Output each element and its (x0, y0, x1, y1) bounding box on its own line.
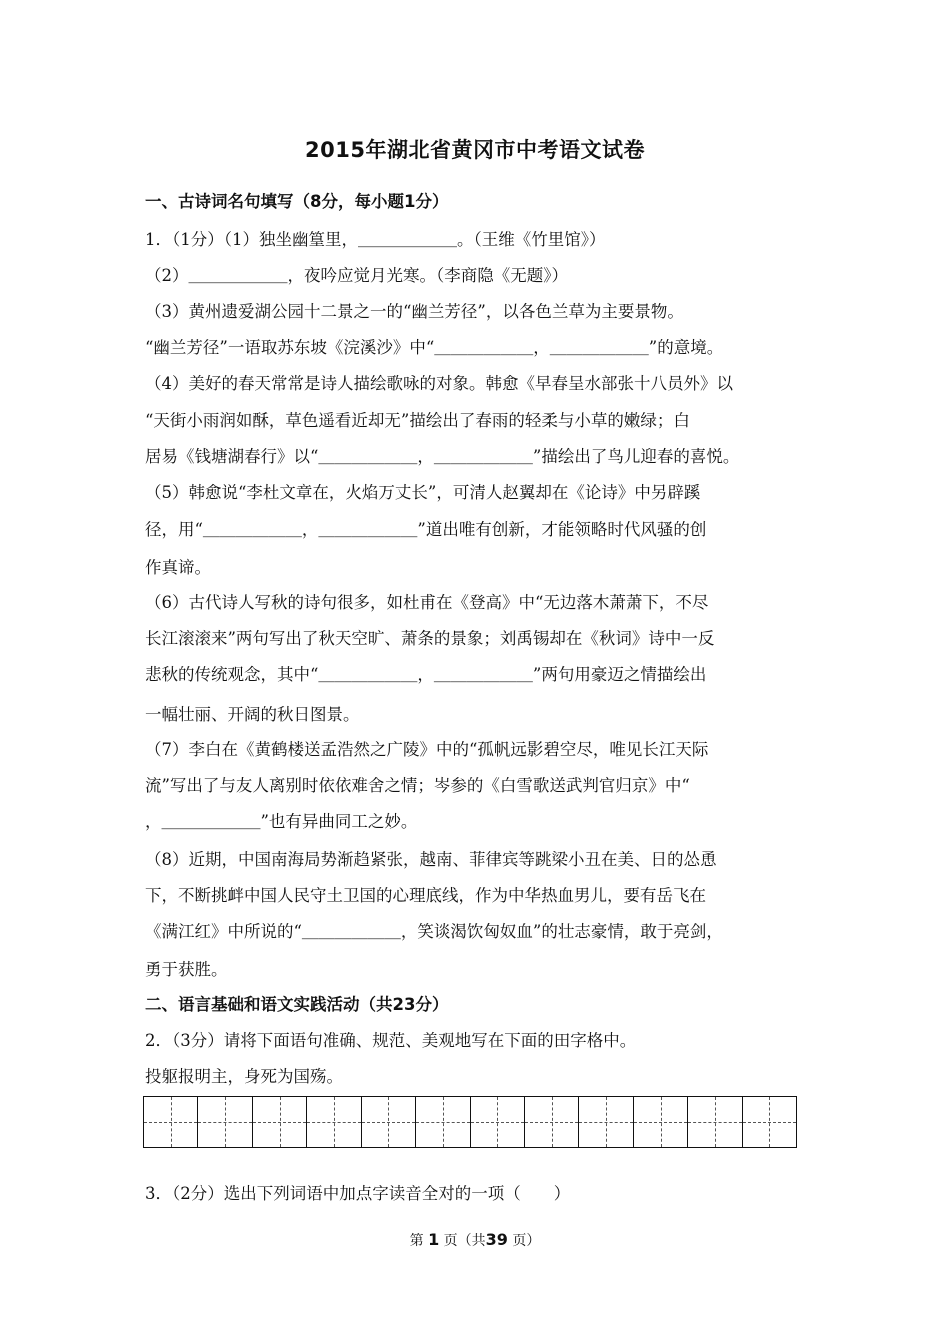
page-footer (0, 1230, 950, 1250)
q1-line: 长江滚滚来”两句写出了秋天空旷、萧条的景象；刘禹锡却在《秋词》诗中一反 (145, 629, 715, 648)
grid-cell (252, 1096, 306, 1148)
grid-cell (742, 1096, 797, 1148)
q1-line: 勇于获胜。 (145, 960, 228, 979)
q1-line: （6）古代诗人写秋的诗句很多，如杜甫在《登高》中“无边落木萧萧下，不尽 (145, 593, 709, 612)
q1-line: ，＿＿＿＿＿＿”也有异曲同工之妙。 (145, 812, 418, 831)
q1-line: 流”写出了与友人离别时依依难舍之情；岑参的《白雪歌送武判官归京》中“ (145, 776, 690, 795)
q1-line: 1．（1分）（1）独坐幽篁里，＿＿＿＿＿＿。（王维《竹里馆》） (145, 230, 606, 249)
q1-line: （7）李白在《黄鹤楼送孟浩然之广陵》中的“孤帆远影碧空尽，唯见长江天际 (145, 740, 709, 759)
grid-cell (143, 1096, 197, 1148)
grid-cell (578, 1096, 632, 1148)
q1-line: （8）近期，中国南海局势渐趋紧张，越南、菲律宾等跳梁小丑在美、日的怂恿 (145, 850, 717, 869)
tianzige-grid (143, 1096, 797, 1148)
q1-line: “幽兰芳径”一语取苏东坡《浣溪沙》中“＿＿＿＿＿＿，＿＿＿＿＿＿”的意境。 (145, 338, 724, 357)
section1-heading: 一、古诗词名句填写（8分，每小题1分） (145, 192, 449, 211)
grid-cell (415, 1096, 469, 1148)
page-title: 2015年湖北省黄冈市中考语文试卷 (305, 138, 645, 162)
q2-sentence: 投躯报明主，身死为国殇。 (145, 1067, 343, 1086)
q1-line: （4）美好的春天常常是诗人描绘歌咏的对象。韩愈《早春呈水部张十八员外》以 (145, 374, 733, 393)
q2-prompt: 2．（3分）请将下面语句准确、规范、美观地写在下面的田字格中。 (145, 1031, 637, 1050)
footer-page-number: 1 (428, 1230, 440, 1249)
q1-line: 下，不断挑衅中国人民守土卫国的心理底线，作为中华热血男儿，要有岳飞在 (145, 886, 706, 905)
grid-cell (633, 1096, 687, 1148)
footer-middle: 页（共 (443, 1233, 486, 1249)
grid-cell (470, 1096, 524, 1148)
grid-cell (524, 1096, 578, 1148)
q1-line: （3）黄州遗爱湖公园十二景之一的“幽兰芳径”，以各色兰草为主要景物。 (145, 302, 684, 321)
grid-cell (306, 1096, 360, 1148)
q3-prompt: 3．（2分）选出下列词语中加点字读音全对的一项（ ） (145, 1184, 571, 1203)
q1-line: 一幅壮丽、开阔的秋日图景。 (145, 705, 360, 724)
q1-line: 居易《钱塘湖春行》以“＿＿＿＿＿＿，＿＿＿＿＿＿”描绘出了鸟儿迎春的喜悦。 (145, 447, 740, 466)
footer-prefix: 第 (409, 1233, 424, 1249)
grid-cell (361, 1096, 415, 1148)
q1-line: 《满江红》中所说的“＿＿＿＿＿＿，笑谈渴饮匈奴血”的壮志豪情，敢于亮剑， (145, 922, 723, 941)
q1-line: （5）韩愈说“李杜文章在，火焰万丈长”，可清人赵翼却在《论诗》中另辟蹊 (145, 483, 701, 502)
q1-line: （2）＿＿＿＿＿＿，夜吟应觉月光寒。（李商隐《无题》） (145, 266, 568, 285)
grid-cell (687, 1096, 741, 1148)
section2-heading: 二、语言基础和语文实践活动（共23分） (145, 995, 449, 1014)
q1-line: 径，用“＿＿＿＿＿＿，＿＿＿＿＿＿”道出唯有创新，才能领略时代风骚的创 (145, 520, 707, 539)
q1-line: 悲秋的传统观念，其中“＿＿＿＿＿＿，＿＿＿＿＿＿”两句用豪迈之情描绘出 (145, 665, 707, 684)
footer-suffix: 页） (512, 1233, 541, 1249)
q1-line: 作真谛。 (145, 558, 211, 577)
footer-total-pages: 39 (485, 1230, 508, 1249)
grid-cell (197, 1096, 251, 1148)
q1-line: “天街小雨润如酥，草色遥看近却无”描绘出了春雨的轻柔与小草的嫩绿；白 (145, 411, 690, 430)
